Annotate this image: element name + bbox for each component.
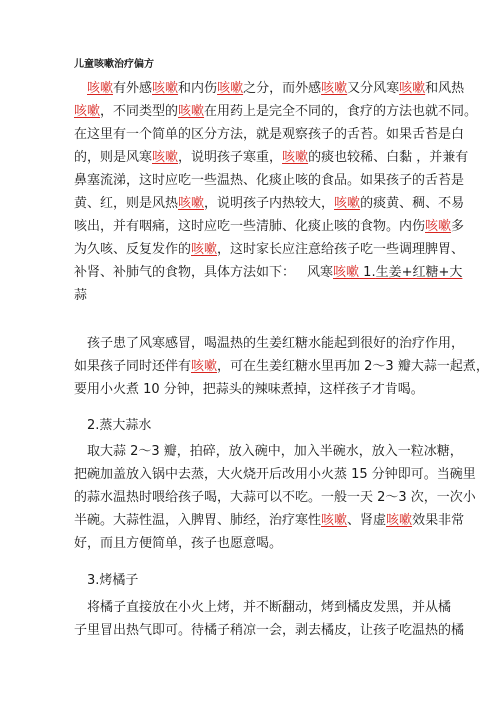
text-run: 有外感 (113, 81, 153, 96)
text-run: 之分，而外感 (243, 81, 322, 96)
text-line: 好，而且方便简单，孩子也愿意喝。 (74, 536, 283, 551)
text-line: 将橘子直接放在小火上烤，并不断翻动，烤到橘皮发黑，并从橘 (87, 600, 452, 615)
text-run: 和内伤 (178, 81, 218, 96)
text-line: 在这里有一个简单的区分方法，就是观察孩子的舌苔。如果舌苔是白 (74, 127, 465, 142)
keyword-cough: 咳嗽 (191, 242, 218, 257)
text-run: 又分风寒 (347, 81, 400, 96)
text-run: ，不同类型的 (100, 104, 179, 119)
text-line: 子里冒出热气即可。待橘子稍凉一会，剥去橘皮，让孩子吃温热的橘 (74, 623, 465, 638)
keyword-cough: 咳嗽 (333, 265, 360, 280)
keyword-cough: 咳嗽 (178, 104, 205, 119)
paragraph-ginger-sugar (74, 332, 489, 401)
text-run: 和风热 (425, 81, 465, 96)
text-line (74, 509, 465, 532)
keyword-cough: 咳嗽 (425, 219, 452, 234)
section-heading-garlic-water: 2.蒸大蒜水 (87, 418, 152, 433)
text-run: 补肾、补肺气的食物，具体方法如下： (74, 265, 296, 280)
text-line (74, 77, 465, 100)
section-heading-roast-orange: 3.烤橘子 (87, 573, 139, 588)
text-line (74, 238, 465, 261)
text-line (74, 215, 465, 238)
paragraph-cough-types (74, 77, 478, 307)
keyword-cough: 咳嗽 (152, 150, 179, 165)
text-run: 如果孩子同时还伴有 (74, 359, 192, 374)
text-run: ，说明孩子内热较大， (204, 196, 335, 211)
keyword-cough: 咳嗽 (74, 104, 101, 119)
text-run: 黄、红，则是风热 (74, 196, 179, 211)
keyword-cough: 咳嗽 (87, 81, 114, 96)
text-line: 鼻塞流涕，这时应吃一些温热、化痰止咳的食品。如果孩子的舌苔是 (74, 173, 465, 188)
text-run: 为久咳、反复发作的 (74, 242, 192, 257)
text-run: 的痰黄、稠、不易 (360, 196, 465, 211)
text-run: 咳出，并有咽痛，这时应吃一些清肺、化痰止咳的食物。内伤 (74, 219, 426, 234)
text-run: 半碗。大蒜性温，入脾胃、肺经，治疗寒性 (74, 513, 322, 528)
document-title: 儿童咳嗽治疗偏方 (74, 59, 154, 70)
keyword-cough: 咳嗽 (152, 81, 179, 96)
text-line: 把碗加盖放入锅中去蒸，大火烧开后改用小火蒸 15 分钟即可。当碗里 (74, 467, 476, 482)
paragraph-garlic-water (74, 440, 476, 555)
keyword-cough: 咳嗽 (191, 359, 218, 374)
text-run: 多 (451, 219, 465, 234)
text-line: 的蒜水温热时喂给孩子喝，大蒜可以不吃。一般一天 2～3 次，一次小 (74, 490, 476, 505)
text-run: 在用药上是完全不同的，食疗的方法也就不同。 (204, 104, 478, 119)
text-run: ，这时家长应注意给孩子吃一些调理脾胃、 (217, 242, 465, 257)
keyword-cough: 咳嗽 (399, 81, 426, 96)
keyword-cough: 咳嗽 (386, 513, 413, 528)
text-line (74, 261, 463, 284)
text-line: 取大蒜 2～3 瓣，拍碎，放入碗中，加入半碗水，放入一粒冰糖， (87, 444, 463, 459)
text-run: 风寒 (307, 265, 334, 280)
paragraph-roast-orange (74, 596, 465, 642)
keyword-cough: 咳嗽 (217, 81, 244, 96)
keyword-cough: 咳嗽 (334, 196, 361, 211)
keyword-cough: 咳嗽 (321, 81, 348, 96)
text-line (74, 192, 465, 215)
text-line: 孩子患了风寒感冒，喝温热的生姜红糖水能起到很好的治疗作用， (87, 336, 465, 351)
text-run: ，可在生姜红糖水里再加 2～3 瓣大蒜一起煮， (217, 359, 489, 374)
text-run: 的痰也较稀、白黏 ，并兼有 (308, 150, 469, 165)
keyword-cough: 咳嗽 (282, 150, 309, 165)
text-line: 蒜 (74, 288, 88, 303)
text-run: 效果非常 (412, 513, 465, 528)
text-run: 的，则是风寒 (74, 150, 153, 165)
keyword-cough: 咳嗽 (178, 196, 205, 211)
text-line: 要用小火煮 10 分钟，把蒜头的辣味煮掉，这样孩子才肯喝。 (74, 382, 424, 397)
text-run: 1. (359, 265, 376, 280)
keyword-cough: 咳嗽 (321, 513, 348, 528)
text-run: 生姜+红糖+大 (375, 265, 463, 280)
text-run: ，说明孩子寒重， (178, 150, 283, 165)
text-line (74, 146, 469, 169)
text-line (74, 100, 478, 123)
text-line (74, 355, 489, 378)
text-run: 、肾虚 (347, 513, 387, 528)
